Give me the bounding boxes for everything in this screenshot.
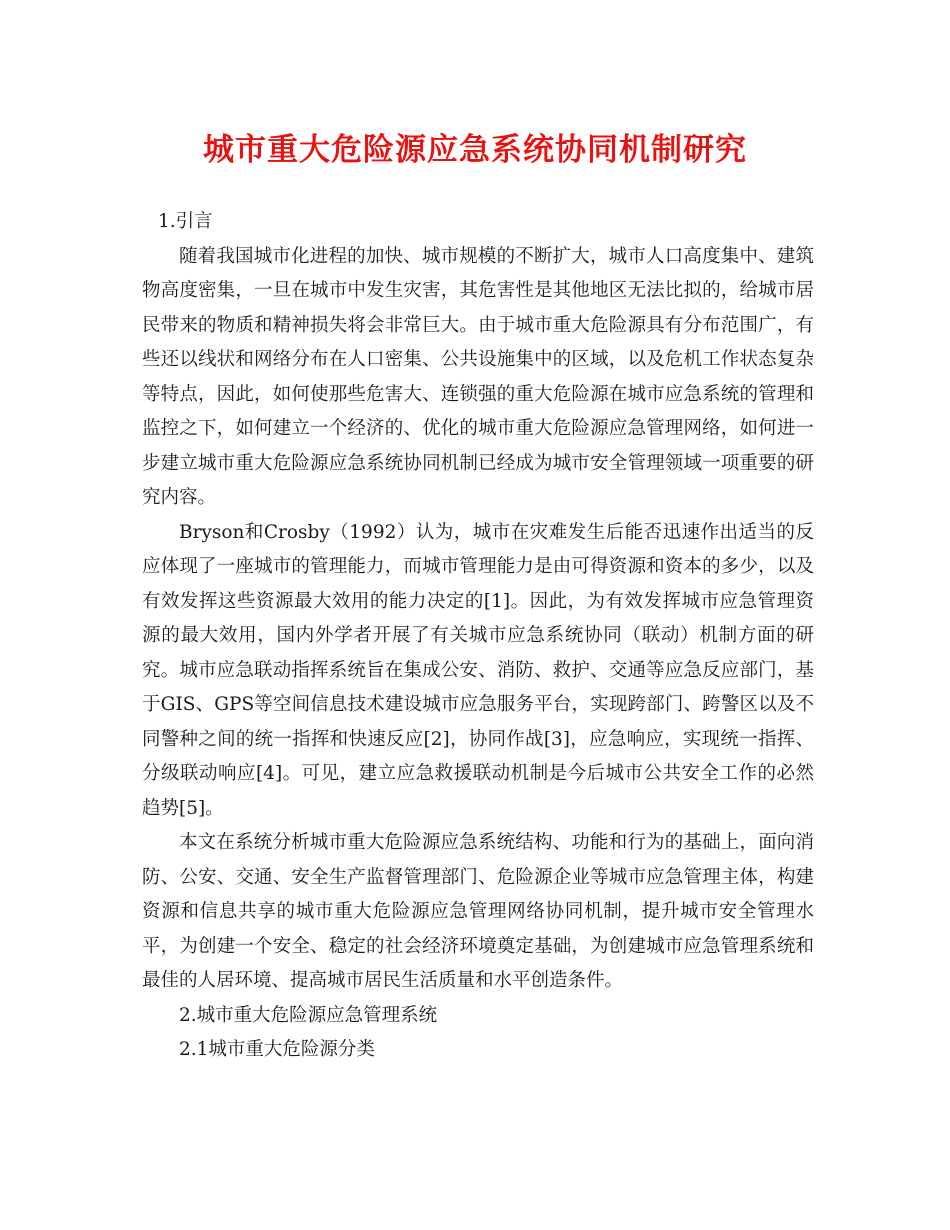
section-heading-2: 2.城市重大危险源应急管理系统 [179,1004,438,1026]
document-title: 城市重大危险源应急系统协同机制研究 [203,132,747,168]
subsection-heading-2-1: 2.1城市重大危险源分类 [179,1039,375,1060]
paragraph-2: Bryson和Crosby（1992）认为，城市在灾难发生后能否迅速作出适当的反应体现了一座城市的管理能力，而城市管理能力是由可得资源和资本的多少，以及有效发挥这些资源最大效用的能力决定的[1]。因此，为有效发挥城市应急管理资源的最大效用，国内外学者开展了有关城市应急系统协同（联动）机制方面的研究。城市应急联动指挥系统旨在集成公安、消防、救护、交通等应急反应部门，基于GIS、GPS等空间信息技术建设城市应急服务平台，实现跨部门、跨警区以及不同警种之间的统一指挥和快速反应[2]，协同作战[3]，应急响应，实现统一指挥、分级联动响应[4]。可见，建立应急救援联动机制是今后城市公共安全工作的必然趋势[5]。 [142,521,814,819]
document-body [142,205,814,1068]
paragraph-3: 本文在系统分析城市重大危险源应急系统结构、功能和行为的基础上，面向消防、公安、交通、安全生产监督管理部门、危险源企业等城市应急管理主体，构建资源和信息共享的城市重大危险源应急管理网络协同机制，提升城市安全管理水平，为创建一个安全、稳定的社会经济环境奠定基础，为创建城市应急管理系统和最佳的人居环境、提高城市居民生活质量和水平创造条件。 [142,832,814,991]
paragraph-1: 随着我国城市化进程的加快、城市规模的不断扩大，城市人口高度集中、建筑物高度密集，一旦在城市中发生灾害，其危害性是其他地区无法比拟的，给城市居民带来的物质和精神损失将会非常巨大。由于城市重大危险源具有分布范围广，有些还以线状和网络分布在人口密集、公共设施集中的区域，以及危机工作状态复杂等特点，因此，如何使那些危害大、连锁强的重大危险源在城市应急系统的管理和监控之下，如何建立一个经济的、优化的城市重大危险源应急管理网络，如何进一步建立城市重大危险源应急系统协同机制已经成为城市安全管理领域一项重要的研究内容。 [142,245,814,508]
section-heading-intro: 1.引言 [158,211,213,232]
